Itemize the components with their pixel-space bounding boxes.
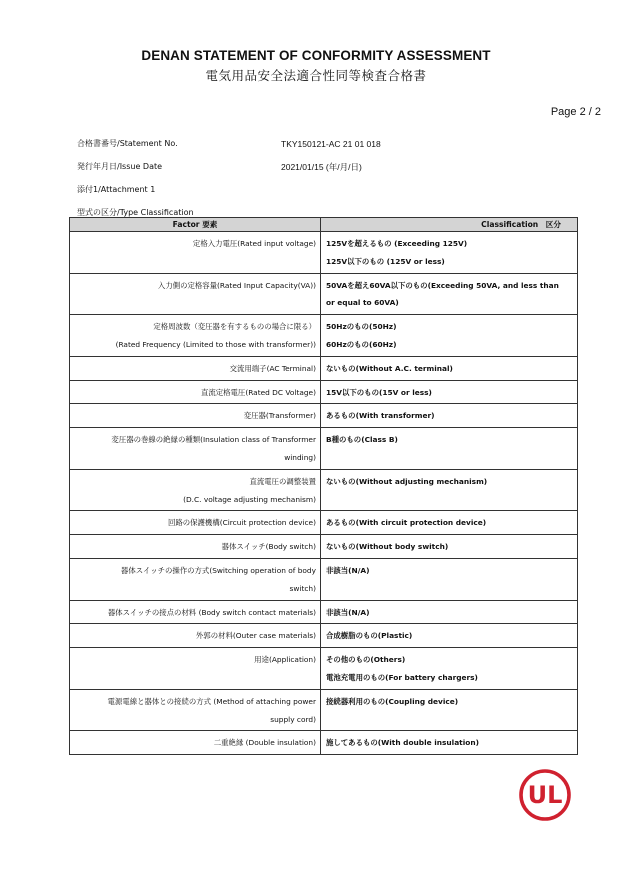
classification-text: ないもの(Without A.C. terminal): [326, 363, 453, 373]
classification-table: [69, 217, 578, 755]
meta-value: 2021/01/15 (年/月/日): [281, 161, 362, 172]
meta-label: 発行年月日/Issue Date: [77, 162, 163, 171]
factor-text: 電源電線と器体との接続の方式 (Method of attaching power: [107, 696, 316, 706]
factor-text: winding): [284, 452, 316, 462]
factor-text: 定格入力電圧(Rated input voltage): [192, 239, 316, 248]
factor-text: 交流用端子(AC Terminal): [229, 363, 316, 373]
classification-cell: [321, 731, 578, 755]
factor-cell: [70, 535, 321, 559]
factor-text: (Rated Frequency (Limited to those with transformer)): [115, 339, 316, 349]
classification-cell: [321, 404, 578, 428]
classification-cell: [321, 511, 578, 535]
factor-text: 変圧器の巻線の絶縁の種類(Insulation class of Transformer: [111, 435, 316, 445]
classification-text: or equal to 60VA): [326, 298, 399, 308]
factor-text: supply cord): [270, 714, 316, 724]
classification-text: あるもの(With transformer): [326, 411, 435, 421]
factor-text: 定格周波数（変圧器を有するものの場合に限る）: [153, 322, 316, 332]
classification-text: 60Hzのもの(60Hz): [326, 339, 397, 349]
factor-text: 器体スイッチ(Body switch): [221, 542, 316, 552]
table-row: [70, 689, 578, 731]
table-row: [70, 232, 578, 274]
statement-meta: [77, 132, 517, 224]
classification-text: 合成樹脂のもの(Plastic): [326, 631, 413, 641]
table-row: [70, 600, 578, 624]
classification-cell: [321, 428, 578, 470]
meta-row-attachment: [77, 178, 517, 201]
meta-label: 型式の区分/Type Classification: [77, 208, 194, 217]
page-number: Page 2 / 2: [550, 106, 601, 118]
classification-text: 非該当(N/A): [326, 565, 370, 575]
classification-text: その他のもの(Others): [326, 655, 406, 665]
factor-cell: [70, 731, 321, 755]
factor-cell: [70, 600, 321, 624]
factor-cell: [70, 356, 321, 380]
classification-text: 125Vを超えるもの (Exceeding 125V): [326, 239, 468, 248]
classification-cell: [321, 356, 578, 380]
classification-text: B種のもの(Class B): [326, 435, 398, 445]
factor-text: 直流電圧の調整装置: [249, 476, 316, 486]
classification-cell: [321, 469, 578, 511]
factor-cell: [70, 428, 321, 470]
factor-text: 器体スイッチの操作の方式(Switching operation of body: [120, 565, 316, 575]
factor-cell: [70, 232, 321, 274]
classification-cell: [321, 558, 578, 600]
factor-cell: [70, 469, 321, 511]
factor-text: 回路の保護機構(Circuit protection device): [167, 518, 316, 528]
classification-text: ないもの(Without body switch): [326, 542, 449, 552]
factor-cell: [70, 380, 321, 404]
table-row: [70, 511, 578, 535]
classification-cell: [321, 380, 578, 404]
factor-text: 直流定格電圧(Rated DC Voltage): [200, 387, 316, 397]
classification-cell: [321, 624, 578, 648]
classification-text: 15V以下のもの(15V or less): [326, 387, 432, 397]
table-row: [70, 273, 578, 315]
classification-cell: [321, 535, 578, 559]
meta-row-statement-no: [77, 132, 517, 155]
table-row: [70, 380, 578, 404]
factor-text: 入力側の定格容量(Rated Input Capacity(VA)): [157, 280, 316, 290]
factor-text: 外郭の材料(Outer case materials): [195, 631, 316, 641]
classification-text: あるもの(With circuit protection device): [326, 518, 487, 528]
table-row: [70, 356, 578, 380]
classification-text: ないもの(Without adjusting mechanism): [326, 476, 488, 486]
table-row: [70, 469, 578, 511]
document-title-jp: 電気用品安全法適合性同等検査合格書: [205, 68, 427, 83]
factor-text: (D.C. voltage adjusting mechanism): [183, 494, 316, 504]
factor-cell: [70, 511, 321, 535]
table-row: [70, 731, 578, 755]
factor-cell: [70, 315, 321, 357]
factor-column-header: Factor 要素: [70, 218, 321, 232]
table-header-row: [70, 218, 578, 232]
classification-cell: [321, 273, 578, 315]
factor-cell: [70, 558, 321, 600]
table-row: [70, 428, 578, 470]
factor-cell: [70, 273, 321, 315]
classification-text: 50Hzのもの(50Hz): [326, 322, 397, 332]
factor-cell: [70, 404, 321, 428]
document-title-en: DENAN STATEMENT OF CONFORMITY ASSESSMENT: [141, 48, 491, 63]
factor-cell: [70, 624, 321, 648]
table-row: [70, 558, 578, 600]
factor-text: switch): [289, 583, 316, 593]
ul-logo-icon: [518, 768, 572, 822]
factor-cell: [70, 648, 321, 690]
table-row: [70, 315, 578, 357]
factor-text: 用途(Application): [254, 655, 316, 665]
classification-text: 125V以下のもの (125V or less): [326, 256, 445, 266]
ul-logo-text: UL: [527, 781, 563, 809]
table-row: [70, 624, 578, 648]
classification-text: 50VAを超え60VA以下のもの(Exceeding 50VA, and less than: [326, 280, 559, 290]
classification-text: 施してあるもの(With double insulation): [326, 738, 479, 748]
classification-column-header: Classification 区分: [321, 218, 578, 232]
table-row: [70, 404, 578, 428]
classification-text: 非該当(N/A): [326, 607, 370, 617]
table-row: [70, 535, 578, 559]
meta-label: 添付1/Attachment 1: [77, 185, 156, 194]
classification-cell: [321, 648, 578, 690]
factor-cell: [70, 689, 321, 731]
classification-cell: [321, 689, 578, 731]
factor-text: 変圧器(Transformer): [243, 411, 316, 421]
classification-cell: [321, 600, 578, 624]
meta-row-issue-date: [77, 155, 517, 178]
classification-text: 接続器利用のもの(Coupling device): [326, 696, 459, 706]
classification-cell: [321, 315, 578, 357]
classification-text: 電池充電用のもの(For battery chargers): [326, 672, 478, 682]
factor-text: 器体スイッチの接点の材料 (Body switch contact materials): [107, 607, 316, 617]
meta-value: TKY150121-AC 21 01 018: [281, 138, 381, 149]
meta-label: 合格書番号/Statement No.: [77, 139, 178, 148]
table-row: [70, 648, 578, 690]
classification-cell: [321, 232, 578, 274]
factor-text: 二重絶縁 (Double insulation): [213, 738, 316, 748]
